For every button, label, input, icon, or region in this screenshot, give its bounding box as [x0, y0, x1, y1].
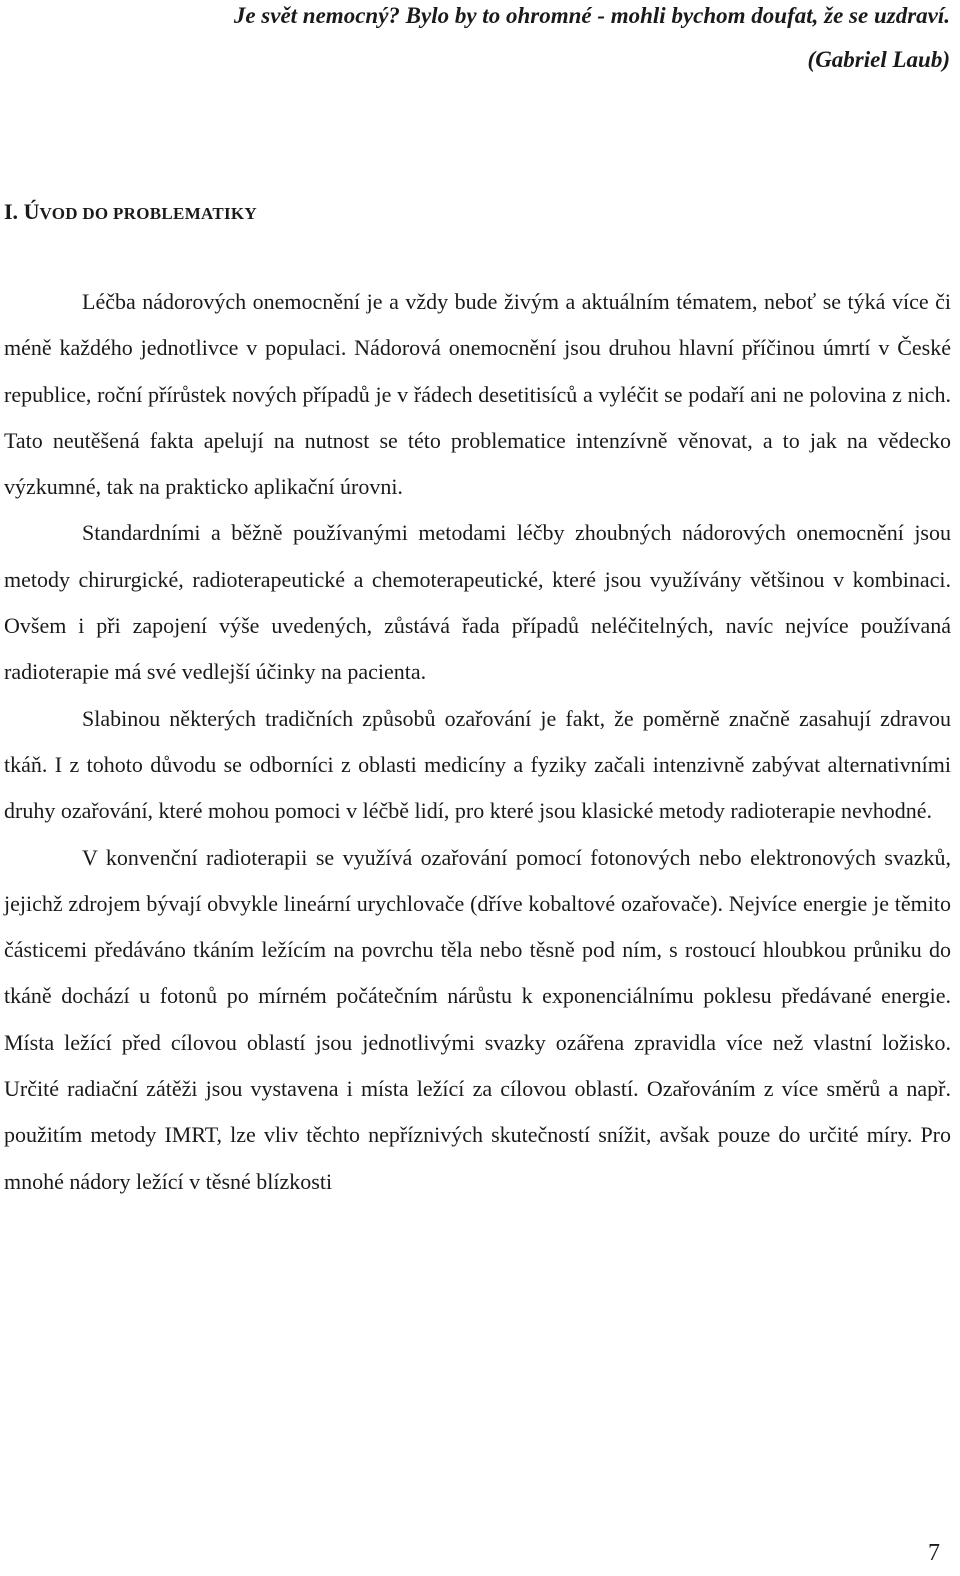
chapter-heading [4, 197, 257, 229]
motto-quote: Je svět nemocný? Bylo by to ohromné - mohli bychom doufat, že se uzdraví. [233, 3, 950, 28]
page-number: 7 [928, 1540, 940, 1566]
paragraph: Léčba nádorových onemocnění je a vždy bude živým a aktuálním tématem, neboť se týká více či méně každého jednotlivce v populaci. Nádorová onemocnění jsou druhou hlavní příčinou úmrtí v České republice, roční přírůstek nových případů je v řádech desetitisíců a vyléčit se podaří ani ne polovina z nich. Tato neutěšená fakta apelují na nutnost se této problematice intenzívně věnovat, a to jak na vědecko výzkumné, tak na prakticko aplikační úrovni. [4, 289, 951, 500]
paragraph: Slabinou některých tradičních způsobů ozařování je fakt, že poměrně značně zasahují zdravou tkáň. I z tohoto důvodu se odborníci z oblasti medicíny a fyziky začali intenzivně zabývat alternativními druhy ozařování, které mohou pomoci v léčbě lidí, pro které jsou klasické metody radioterapie nevhodné. [4, 705, 951, 824]
chapter-title-rest: VOD DO PROBLEMATIKY [39, 204, 258, 223]
body-text [4, 279, 951, 1205]
paragraph: V konvenční radioterapii se využívá ozařování pomocí fotonových nebo elektronových svazků, jejichž zdrojem bývají obvykle lineární urychlovače (dříve kobaltové ozařovače). Nejvíce energie je těmito částicemi předáváno tkáním ležícím na povrchu těla nebo těsně pod ním, s rostoucí hloubkou průniku do tkáně dochází u fotonů po mírném počátečním nárůstu k exponenciálnímu poklesu předávané energie. Místa ležící před cílovou oblastí jsou jednotlivými svazky ozářena zpravidla více než vlastní ložisko. Určité radiační zátěži jsou vystavena i místa ležící za cílovou oblastí. Ozařováním z více směrů a např. použitím metody IMRT, lze vliv těchto nepříznivých skutečností snížit, avšak pouze do určité míry. Pro mnohé nádory ležící v těsné blízkosti [4, 844, 951, 1194]
paragraph: Standardními a běžně používanými metodami léčby zhoubných nádorových onemocnění jsou metody chirurgické, radioterapeutické a chemoterapeutické, které jsou využívány většinou v kombinaci. Ovšem i při zapojení výše uvedených, zůstává řada případů neléčitelných, navíc nejvíce používaná radioterapie má své vedlejší účinky na pacienta. [4, 520, 951, 685]
chapter-number: I. [4, 199, 19, 224]
motto [234, 0, 950, 82]
motto-author: (Gabriel Laub) [807, 47, 950, 72]
chapter-title-initial: Ú [23, 199, 40, 224]
